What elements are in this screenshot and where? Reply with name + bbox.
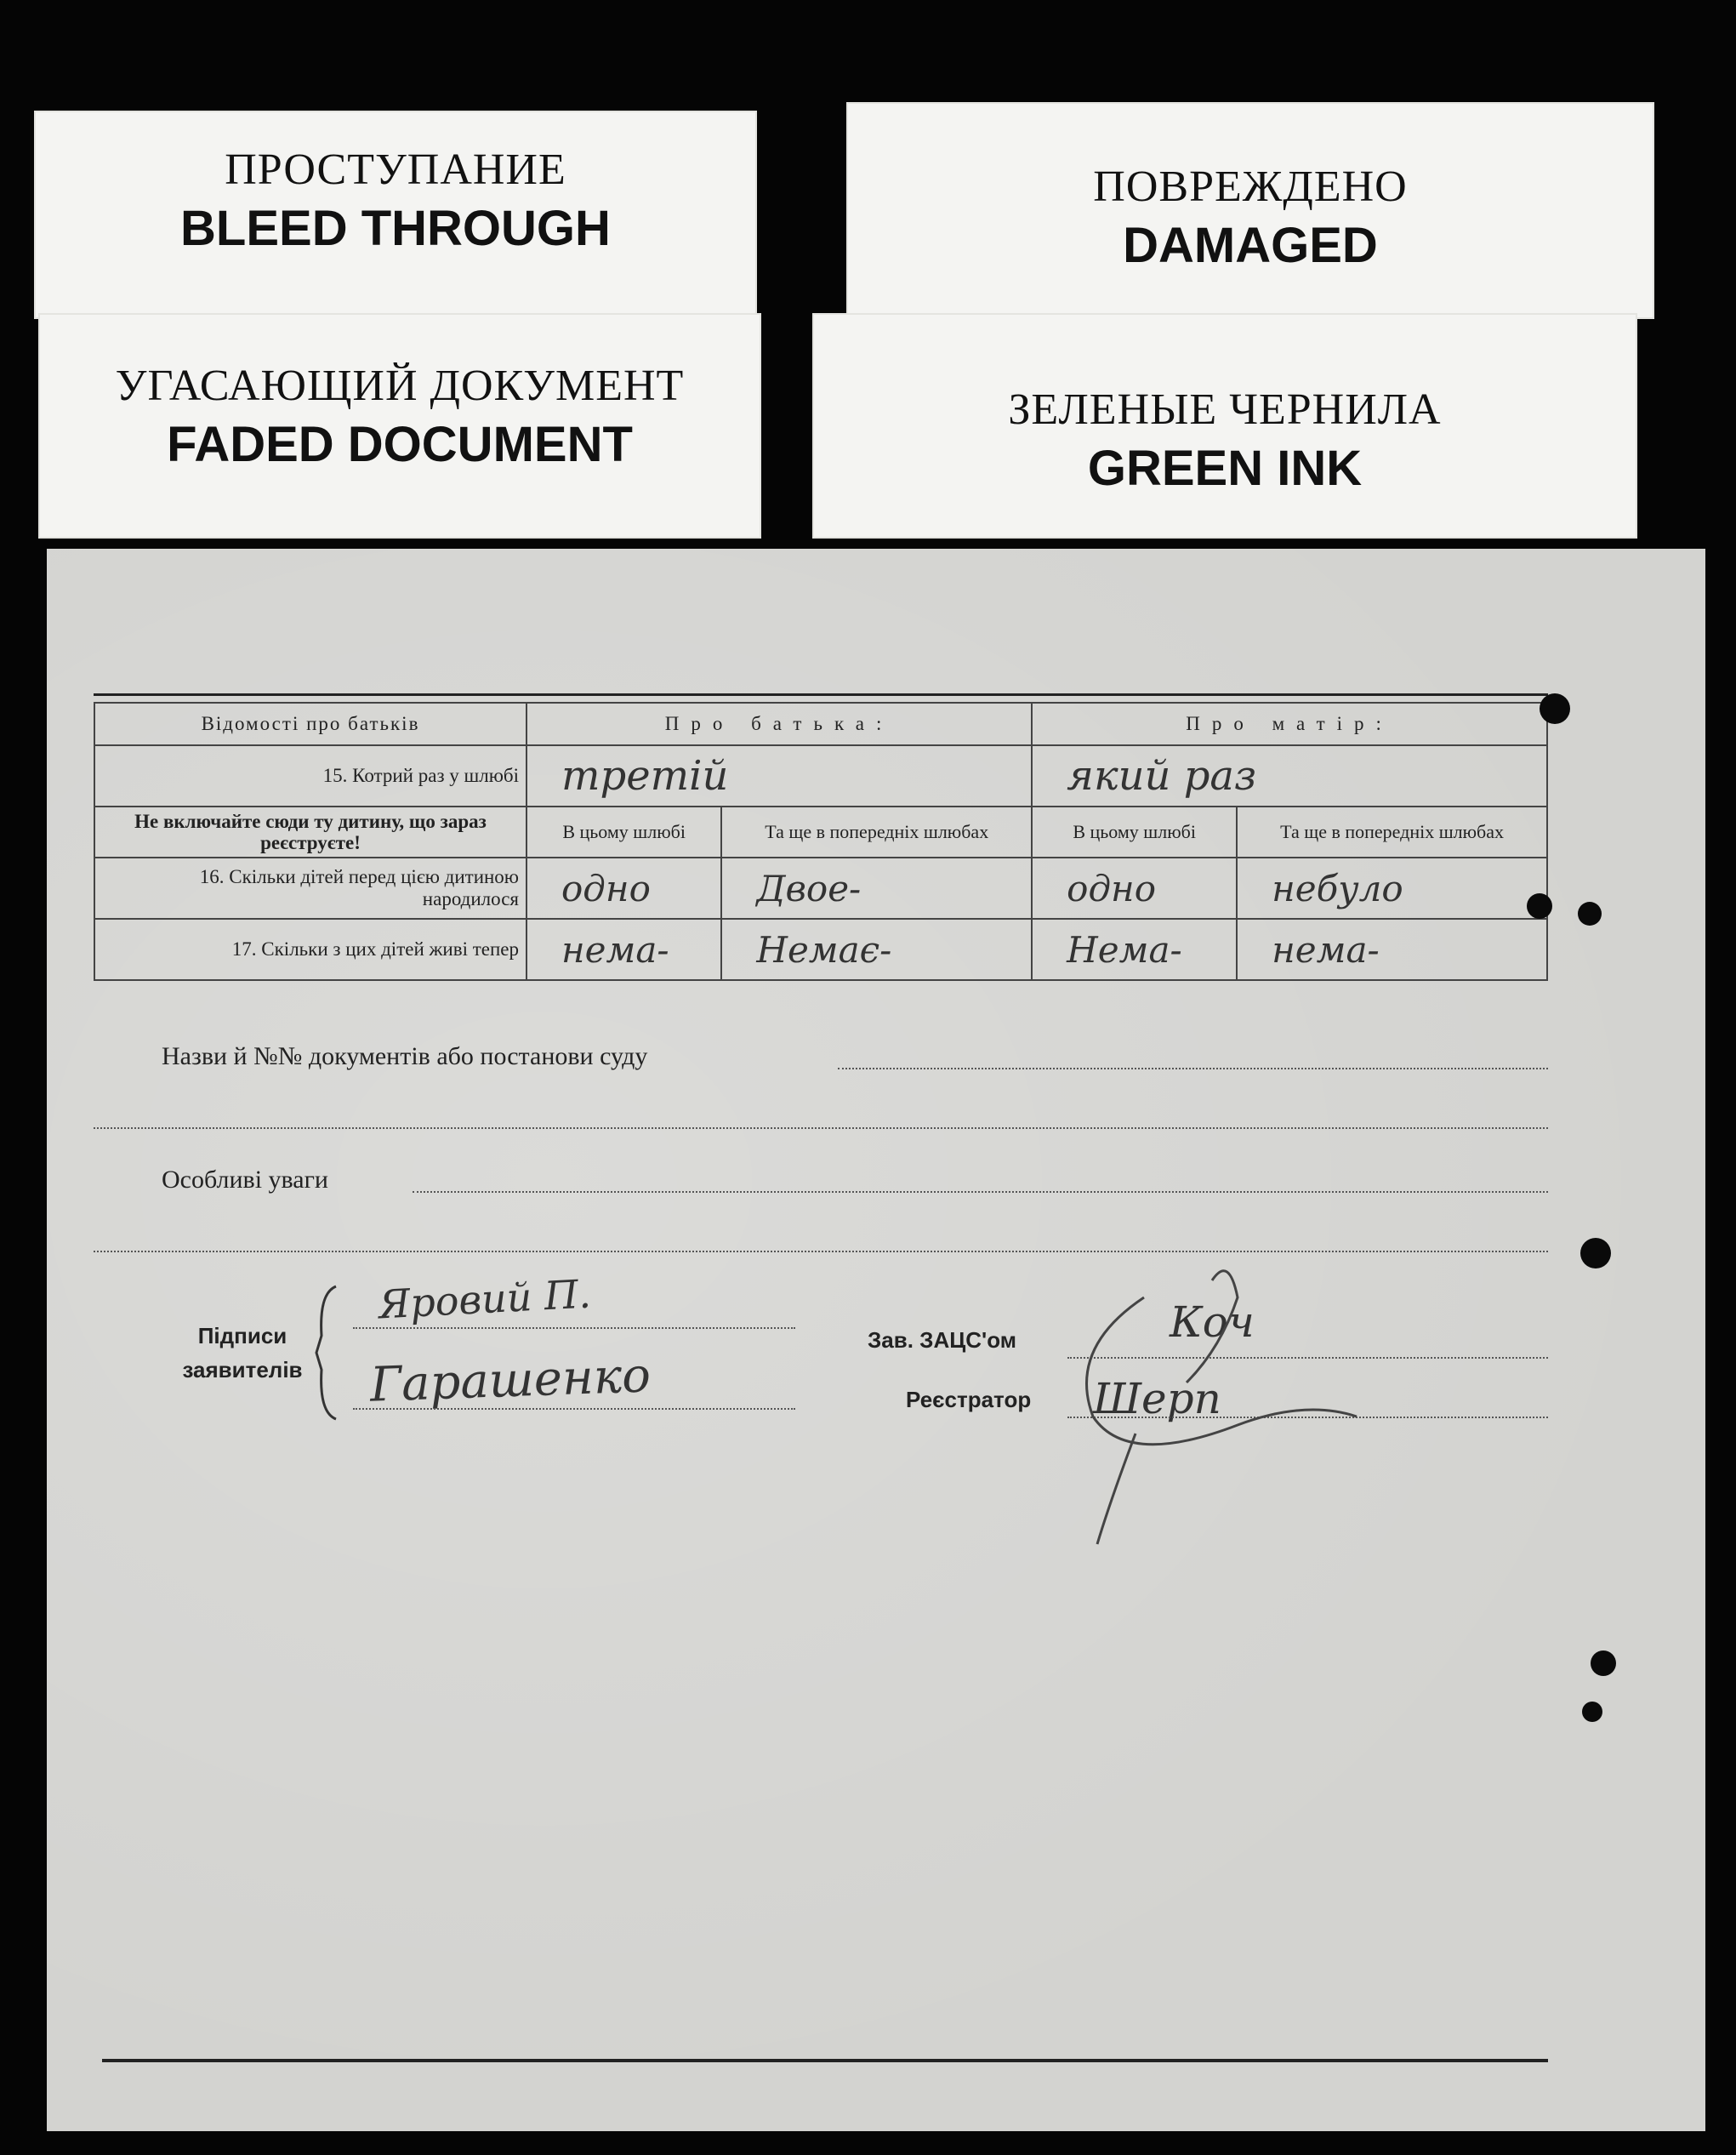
row17-father-prev: Немає-	[721, 919, 1032, 980]
punch-hole-icon	[1582, 1702, 1602, 1722]
exclude-note: Не включайте сюди ту дитину, що зараз реєструєте!	[94, 807, 526, 858]
table-row	[94, 919, 1547, 980]
green-ink-card	[812, 313, 1637, 539]
row15-father: третій	[526, 745, 1032, 807]
applicant-line-2	[353, 1408, 795, 1410]
father-this-marriage-header: В цьому шлюбі	[526, 807, 721, 858]
applicants-brace	[315, 1285, 340, 1421]
header-father: Про батька:	[526, 703, 1032, 745]
documents-dotted-line	[838, 1068, 1548, 1069]
document-page	[47, 549, 1705, 2131]
table-header-row	[94, 703, 1547, 745]
father-previous-header: Та ще в попередніх шлюбах	[721, 807, 1032, 858]
card-label-en: DAMAGED	[1123, 218, 1378, 273]
mother-this-marriage-header: В цьому шлюбі	[1032, 807, 1237, 858]
punch-hole-icon	[1527, 893, 1552, 919]
row17-mother-prev: нема-	[1237, 919, 1547, 980]
card-label-en: BLEED THROUGH	[180, 201, 611, 256]
parents-info-table	[94, 702, 1548, 981]
row16-father-prev: Двое-	[721, 858, 1032, 919]
table-row	[94, 745, 1547, 807]
card-label-ru: ПОВРЕЖДЕНО	[1093, 162, 1408, 211]
table-subheader-row	[94, 807, 1547, 858]
row15-label: 15. Котрий раз у шлюбі	[94, 745, 526, 807]
mother-previous-header: Та ще в попередніх шлюбах	[1237, 807, 1547, 858]
row16-label: 16. Скільки дітей перед цією дитиною народилося	[94, 858, 526, 919]
top-rule	[94, 693, 1548, 696]
card-label-en: GREEN INK	[1087, 441, 1363, 496]
header-label: Відомості про батьків	[94, 703, 526, 745]
head-label: Зав. ЗАЦС'ом	[868, 1327, 1016, 1353]
applicant-line-1	[353, 1327, 795, 1329]
bottom-rule	[102, 2059, 1548, 2062]
applicant-signature-2: Гарашенко	[368, 1348, 652, 1413]
row17-mother-this: Нема-	[1032, 919, 1237, 980]
bleed-through-card	[34, 111, 757, 319]
row17-father-this: нема-	[526, 919, 721, 980]
documents-label: Назви й №№ документів або постанови суду	[162, 1042, 648, 1070]
signature-flourish-icon	[1016, 1246, 1374, 1553]
punch-hole-icon	[1580, 1238, 1611, 1268]
documents-dotted-line-2	[94, 1127, 1548, 1129]
row16-father-this: одно	[526, 858, 721, 919]
card-label-ru: ПРОСТУПАНИЕ	[225, 145, 566, 194]
applicant-signature-1: Яровий П.	[377, 1270, 592, 1328]
remarks-label: Особливі уваги	[162, 1166, 328, 1194]
punch-hole-icon	[1578, 902, 1602, 926]
remarks-dotted-line	[413, 1191, 1548, 1193]
punch-hole-icon	[1591, 1650, 1616, 1676]
row16-mother-this: одно	[1032, 858, 1237, 919]
card-label-ru: УГАСАЮЩИЙ ДОКУМЕНТ	[115, 362, 685, 410]
applicants-label: Підписи заявителів	[182, 1323, 303, 1383]
header-mother: Про матір:	[1032, 703, 1547, 745]
faded-document-card	[38, 313, 761, 539]
row16-mother-prev: небуло	[1237, 858, 1547, 919]
head-signature: Коч	[1170, 1297, 1255, 1347]
punch-hole-icon	[1540, 693, 1570, 724]
table-row	[94, 858, 1547, 919]
card-label-ru: ЗЕЛЕНЫЕ ЧЕРНИЛА	[1008, 385, 1442, 434]
card-label-en: FADED DOCUMENT	[167, 417, 633, 472]
registrar-signature: Шерп	[1093, 1374, 1221, 1423]
row15-mother: який раз	[1032, 745, 1547, 807]
damaged-card	[846, 102, 1654, 319]
registrar-label: Реєстратор	[906, 1387, 1032, 1412]
row17-label: 17. Скільки з цих дітей живі тепер	[94, 919, 526, 980]
